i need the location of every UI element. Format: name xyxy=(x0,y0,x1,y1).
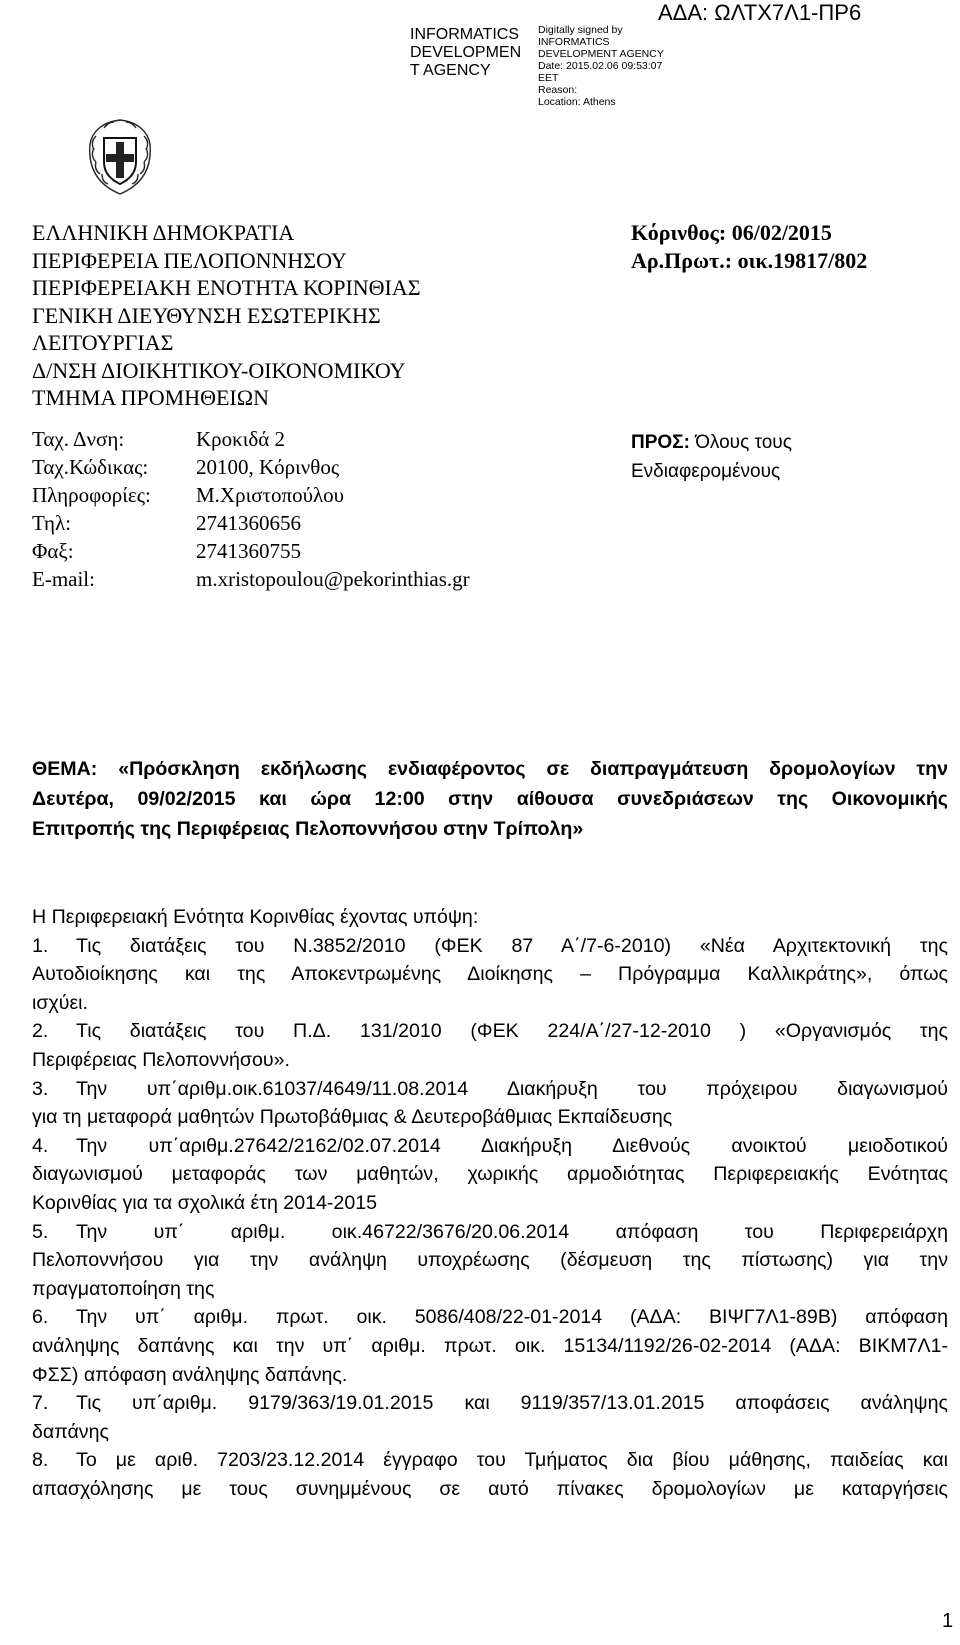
contact-label: Ταχ. Δνση: xyxy=(32,427,125,451)
recipient-label: ΠΡΟΣ: xyxy=(631,432,690,453)
body-item-line: Αυτοδιοίκησης και της Αποκεντρωμένης Διοίκησης – Πρόγραμμα Καλλικράτης», όπως xyxy=(32,963,948,986)
body-item-line: 4. Την υπ΄αριθμ.27642/2162/02.07.2014 Διακήρυξη Διεθνούς ανοικτού μειοδοτικού xyxy=(32,1132,948,1161)
body-item-line: απασχόλησης με τους συνημμένους σε αυτό πίνακες δρομολογίων με καταργήσεις xyxy=(32,1477,948,1500)
contact-row xyxy=(32,425,470,453)
item-number: 2. xyxy=(32,1020,49,1043)
subject xyxy=(32,754,948,844)
authority-line: ΓΕΝΙΚΗ ΔΙΕΥΘΥΝΣΗ ΕΣΩΤΕΡΙΚΗΣ xyxy=(32,302,381,328)
contact-value: Μ.Χριστοπούλου xyxy=(196,483,345,507)
contact-value: Κροκιδά 2 xyxy=(196,427,286,451)
contact-label: Ταχ.Κώδικας: xyxy=(32,455,149,479)
item-number: 8. xyxy=(32,1449,49,1472)
contact-email: m.xristopoulou@pekorinthias.gr xyxy=(196,567,470,591)
body-item-line: 2. Τις διατάξεις του Π.Δ. 131/2010 (ΦΕΚ 224/Α΄/27-12-2010 ) «Οργανισμός της xyxy=(32,1017,948,1046)
document-body xyxy=(32,903,948,1503)
body-item-line: 3. Την υπ΄αριθμ.οικ.61037/4649/11.08.2014 Διακήρυξη του πρόχειρου διαγωνισμού xyxy=(32,1075,948,1104)
item-number: 1. xyxy=(32,934,49,957)
authority-line: ΕΛΛΗΝΙΚΗ ΔΗΜΟΚΡΑΤΙΑ xyxy=(32,220,295,245)
contact-row xyxy=(32,537,470,565)
ada-code: ΑΔΑ: ΩΛΤΧ7Λ1-ΠΡ6 xyxy=(658,0,862,25)
recipient-line: Ενδιαφερομένους xyxy=(631,461,781,482)
authority-line: ΠΕΡΙΦΕΡΕΙΑ ΠΕΛΟΠΟΝΝΗΣΟΥ xyxy=(32,247,347,273)
subject-line: Δευτέρα, 09/02/2015 και ώρα 12:00 στην αίθουσα συνεδριάσεων της Οικονομικής xyxy=(32,788,948,810)
contact-row xyxy=(32,565,470,593)
contact-details xyxy=(32,425,470,593)
contact-row xyxy=(32,453,470,481)
body-item-line: ΦΣΣ) απόφαση ανάληψης δαπάνης. xyxy=(32,1363,348,1386)
subject-line: «Πρόσκληση εκδήλωσης ενδιαφέροντος σε διαπραγμάτευση δρομολογίων την xyxy=(118,758,948,780)
issuing-authority xyxy=(32,219,421,412)
item-number: 5. xyxy=(32,1220,49,1243)
item-number: 7. xyxy=(32,1392,49,1415)
contact-value: 2741360656 xyxy=(196,511,301,535)
item-number: 6. xyxy=(32,1306,49,1329)
protocol-number: Αρ.Πρωτ.: οικ.19817/802 xyxy=(631,247,868,273)
recipient-line: Όλους τους xyxy=(695,432,792,453)
body-item-line: για τη μεταφορά μαθητών Πρωτοβάθμιας & Δευτεροβάθμιας Εκπαίδευσης xyxy=(32,1106,673,1129)
contact-label: E-mail: xyxy=(32,567,95,591)
body-item-line: 5. Την υπ΄ αριθμ. οικ.46722/3676/20.06.2014 απόφαση του Περιφερειάρχη xyxy=(32,1218,948,1247)
body-item-line: Πελοποννήσου για την ανάληψη υποχρέωσης (δέσμευση της πίστωσης) για την xyxy=(32,1249,948,1272)
body-item-line: Περιφέρειας Πελοποννήσου». xyxy=(32,1048,290,1071)
contact-label: Φαξ: xyxy=(32,539,74,563)
contact-label: Πληροφορίες: xyxy=(32,483,151,507)
page-number: 1 xyxy=(942,1610,954,1632)
authority-line: ΠΕΡΙΦΕΡΕΙΑΚΗ ΕΝΟΤΗΤΑ ΚΟΡΙΝΘΙΑΣ xyxy=(32,275,421,300)
body-item-line: ισχύει. xyxy=(32,991,88,1014)
signature-details: Digitally signed by INFORMATICS DEVELOPMENT AGENCY Date: 2015.02.06 09:53:07 EET Reason: Location: Athens xyxy=(538,24,664,108)
body-item-line: πραγματοποίηση της xyxy=(32,1277,215,1300)
contact-value: 20100, Κόρινθος xyxy=(196,455,340,479)
body-item-line: διαγωνισμού μεταφοράς των μαθητών, χωρικής αρμοδιότητας Περιφερειακής Ενότητας xyxy=(32,1163,948,1186)
body-item-line: 8. Το με αριθ. 7203/23.12.2014 έγγραφο του Τμήματος δια βίου μάθησης, παιδείας και xyxy=(32,1446,948,1475)
body-intro: Η Περιφερειακή Ενότητα Κορινθίας έχοντας υπόψη: xyxy=(32,906,479,928)
authority-line: ΤΜΗΜΑ ΠΡΟΜΗΘΕΙΩΝ xyxy=(32,385,269,410)
subject-label: ΘΕΜΑ: xyxy=(32,758,98,780)
body-item-line: 6. Την υπ΄ αριθμ. πρωτ. οικ. 5086/408/22-01-2014 (ΑΔΑ: ΒΙΨΓ7Λ1-89Β) απόφαση xyxy=(32,1303,948,1332)
document-meta xyxy=(631,219,867,274)
emblem-graphic xyxy=(82,114,158,198)
contact-value: 2741360755 xyxy=(196,539,301,563)
authority-line: Δ/ΝΣΗ ΔΙΟΙΚΗΤΙΚΟΥ-ΟΙΚΟΝΟΜΙΚΟΥ xyxy=(32,357,406,383)
subject-line: Επιτροπής της Περιφέρειας Πελοποννήσου στην Τρίπολη» xyxy=(32,818,584,840)
body-item-line: 7. Τις υπ΄αριθμ. 9179/363/19.01.2015 και 9119/357/13.01.2015 αποφάσεις ανάληψης xyxy=(32,1389,948,1418)
body-item-line: δαπάνης xyxy=(32,1420,109,1443)
hellenic-republic-emblem-icon xyxy=(82,114,158,198)
item-number: 3. xyxy=(32,1077,49,1100)
item-number: 4. xyxy=(32,1134,49,1157)
place-date: Κόρινθος: 06/02/2015 xyxy=(631,220,832,245)
digital-signature xyxy=(410,22,664,108)
recipient xyxy=(631,428,861,486)
body-item-line: ανάληψης δαπάνης και την υπ΄ αριθμ. πρωτ. οικ. 15134/1192/26-02-2014 (ΑΔΑ: ΒΙΚΜ7Λ1- xyxy=(32,1334,948,1357)
body-item-line: Κορινθίας για τα σχολικά έτη 2014-2015 xyxy=(32,1191,378,1214)
contact-row xyxy=(32,481,470,509)
body-item-line: 1. Τις διατάξεις του Ν.3852/2010 (ΦΕΚ 87 Α΄/7-6-2010) «Νέα Αρχιτεκτονική της xyxy=(32,932,948,961)
contact-label: Τηλ: xyxy=(32,511,72,535)
contact-row xyxy=(32,509,470,537)
signature-signer: INFORMATICS DEVELOPMEN T AGENCY xyxy=(410,26,522,79)
authority-line: ΛΕΙΤΟΥΡΓΙΑΣ xyxy=(32,330,174,355)
